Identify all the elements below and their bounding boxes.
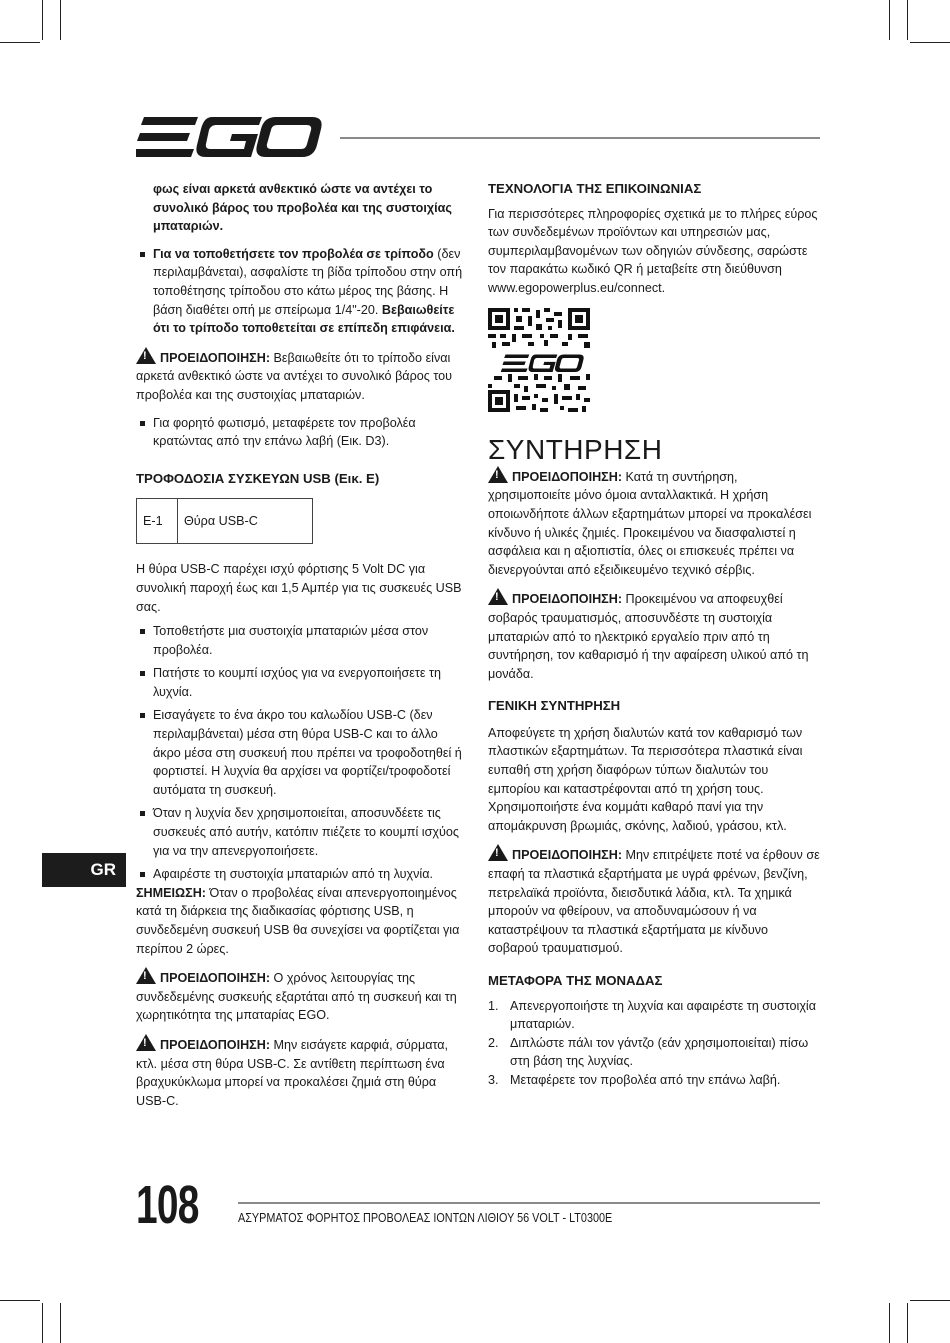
usb-steps bbox=[136, 622, 468, 884]
usb-table-label: Θύρα USB-C bbox=[178, 499, 313, 544]
header-rule bbox=[340, 137, 820, 139]
list-item: Εισαγάγετε το ένα άκρο του καλωδίου USB-C (δεν περιλαμβάνεται) μέσα στη θύρα USB-C και το άλλο άκρο μέσα στη συσκευή που πρέπει να τροφοδοτηθεί ή φορτιστεί. Η λυχνία θα αρχίσει να φορτίζει/τροφοδοτεί αυτόματα τη συσκευή. bbox=[136, 706, 468, 799]
footer-title: ΑΣΥΡΜΑΤΟΣ ΦΟΡΗΤΟΣ ΠΡΟΒΟΛΕΑΣ ΙΟΝΤΩΝ ΛΙΘΙΟΥ 56 VOLT - LT0300E bbox=[238, 1211, 613, 1225]
intro-continuation: φως είναι αρκετά ανθεκτικό ώστε να αντέχει το συνολικό βάρος του προβολέα και της συστοιχίας μπαταριών. bbox=[153, 182, 452, 234]
warning-runtime: !ΠΡΟΕΙΔΟΠΟΙΗΣΗ: Ο χρόνος λειτουργίας της συνδεδεμένης συσκευής εξαρτάται από τη συσκευή και τη χωρητικότητα της μπαταρίας EGO. bbox=[136, 967, 468, 1025]
crop-mark bbox=[889, 0, 890, 40]
communication-text: Για περισσότερες πληροφορίες σχετικά με το πλήρες εύρος των συνδεδεμένων προϊόντων και υπηρεσιών μας, συμπεριλαμβανομένων των οδηγιών σύνδεσης, σαρώστε τον παρακάτω κωδικό QR ή μεταβείτε στη διεύθυνση www.egopowerplus.eu/connect. bbox=[488, 206, 818, 295]
communication-url: www.egopowerplus.eu/connect. bbox=[488, 280, 666, 295]
communication-heading: ΤΕΧΝΟΛΟΓΙΑ ΤΗΣ ΕΠΙΚΟΙΝΩΝΙΑΣ bbox=[488, 181, 702, 196]
left-column bbox=[136, 180, 468, 1110]
warning-icon bbox=[136, 967, 156, 984]
right-column bbox=[488, 180, 820, 1090]
page-number: 108 bbox=[136, 1175, 199, 1235]
list-item: 1. Απενεργοποιήστε τη λυχνία και αφαιρέστε τη συστοιχία μπαταριών. bbox=[488, 998, 817, 1032]
warning-icon bbox=[136, 347, 156, 364]
warning-usb-port: !ΠΡΟΕΙΔΟΠΟΙΗΣΗ: Μην εισάγετε καρφιά, σύρματα, κτλ. μέσα στη θύρα USB-C. Σε αντίθετη περίπτωση ένα βραχυκύκλωμα μπορεί να προκαλέσει ζημιά στη θύρα USB-C. bbox=[136, 1034, 468, 1110]
list-item: Για να τοποθετήσετε τον προβολέα σε τρίποδο (δεν περιλαμβάνεται), ασφαλίστε τη βίδα τρίποδου στην οπή τοποθέτησης τρίποδου στο κάτω μέρος της βάσης. Η βάση διαθέτει οπή με σπείρωμα 1/4"-20. Βεβαιωθείτε ότι το τρίποδο τοποθετείται σε επίπεδη επιφάνεια. bbox=[136, 245, 468, 338]
usb-note: ΣΗΜΕΙΩΣΗ: Όταν ο προβολέας είναι απενεργοποιημένος κατά τη διάρκεια της διαδικασίας φόρτισης USB, η συνδεδεμένη συσκευή USB θα συνεχίσει να φορτίζεται για περίπου 2 ώρες. bbox=[136, 885, 460, 956]
qr-code bbox=[488, 308, 598, 418]
crop-mark bbox=[910, 1300, 950, 1301]
warning-parts: !ΠΡΟΕΙΔΟΠΟΙΗΣΗ: Κατά τη συντήρηση, χρησιμοποιείτε μόνο όμοια ανταλλακτικά. Η χρήση οποιωνδήποτε άλλων εξαρτημάτων μπορεί να προκαλέσει κίνδυνο ή υλικές ζημιές. Προκειμένου να διασφαλιστεί η ασφάλεια και η αξιοπιστία, όλες οι επισκευές πρέπει να διενεργούνται από εξειδικευμένο τεχνικό σέρβις. bbox=[488, 466, 820, 580]
warning-icon bbox=[488, 844, 508, 861]
carry-list bbox=[136, 414, 468, 451]
list-item: Πατήστε το κουμπί ισχύος για να ενεργοποιήσετε τη λυχνία. bbox=[136, 664, 468, 701]
usb-paragraph: Η θύρα USB-C παρέχει ισχύ φόρτισης 5 Volt DC για συνολική παροχή έως και 1,5 Αμπέρ για τις συσκευές USB σας. bbox=[136, 562, 462, 614]
ego-logo bbox=[136, 116, 322, 158]
footer-rule bbox=[238, 1202, 820, 1204]
maintenance-title: ΣΥΝΤΗΡΗΣΗ bbox=[488, 434, 663, 466]
crop-mark bbox=[910, 42, 950, 43]
crop-mark bbox=[907, 0, 908, 40]
usb-table-code: E-1 bbox=[137, 499, 178, 544]
list-item: Για φορητό φωτισμό, μεταφέρετε τον προβολέα κρατώντας από την επάνω λαβή (Εικ. D3). bbox=[136, 414, 468, 451]
general-maintenance-text: Αποφεύγετε τη χρήση διαλυτών κατά τον καθαρισμό των πλαστικών εξαρτημάτων. Τα περισσότερα πλαστικά είναι ευπαθή στη χρήση διαφόρων τύπων διαλυτών του εμπορίου και καταστρέφονται από τη χρήση τους. Χρησιμοποιήστε ένα κομμάτι καθαρό πανί για την απομάκρυνση βρωμιάς, σκόνης, λαδιού, γράσου, κτλ. bbox=[488, 725, 803, 833]
warning-icon bbox=[488, 466, 508, 483]
list-item: 3. Μεταφέρετε τον προβολέα από την επάνω λαβή. bbox=[488, 1072, 781, 1087]
transport-steps bbox=[488, 997, 820, 1090]
general-maintenance-heading: ΓΕΝΙΚΗ ΣΥΝΤΗΡΗΣΗ bbox=[488, 698, 621, 714]
list-item: 2. Διπλώστε πάλι τον γάντζο (εάν χρησιμοποιείται) πίσω στη βάση της λυχνίας. bbox=[488, 1035, 809, 1069]
tripod-list bbox=[136, 245, 468, 338]
crop-mark bbox=[907, 1303, 908, 1343]
usb-table bbox=[136, 498, 313, 544]
warning-chemicals: !ΠΡΟΕΙΔΟΠΟΙΗΣΗ: Μην επιτρέψετε ποτέ να έρθουν σε επαφή τα πλαστικά εξαρτήματα με υγρά φρένων, βενζίνη, πετρελαϊκά προϊόντα, διεισδυτικά λάδια, κτλ. Τα χημικά μπορούν να φθείρουν, να αποδυναμώσουν ή να καταστρέψουν τα πλαστικά εξαρτήματα με κίνδυνο σοβαρού τραυματισμού. bbox=[488, 844, 820, 958]
crop-mark bbox=[42, 1303, 43, 1343]
list-item: Αφαιρέστε τη συστοιχία μπαταριών από τη λυχνία. bbox=[136, 865, 468, 884]
warning-icon bbox=[136, 1034, 156, 1051]
crop-mark bbox=[60, 0, 61, 40]
crop-mark bbox=[0, 1300, 40, 1301]
crop-mark bbox=[42, 0, 43, 40]
warning-disconnect: !ΠΡΟΕΙΔΟΠΟΙΗΣΗ: Προκειμένου να αποφευχθεί σοβαρός τραυματισμός, αποσυνδέστε τη συστοιχία μπαταριών από το ηλεκτρικό εργαλείο πριν από τη συντήρηση, τον καθαρισμό ή την αφαίρεση υλικού από τη μονάδα. bbox=[488, 588, 820, 683]
crop-mark bbox=[889, 1303, 890, 1343]
crop-mark bbox=[60, 1303, 61, 1343]
usb-heading: ΤΡΟΦΟΔΟΣΙΑ ΣΥΣΚΕΥΩΝ USB (Εικ. E) bbox=[136, 470, 380, 486]
list-item: Όταν η λυχνία δεν χρησιμοποιείται, αποσυνδέετε τις συσκευές από αυτήν, κατόπιν πιέζετε το κουμπί ισχύος για να την απενεργοποιήσετε. bbox=[136, 804, 468, 860]
language-tab: GR bbox=[42, 853, 126, 887]
crop-mark bbox=[0, 42, 40, 43]
list-item: Τοποθετήστε μια συστοιχία μπαταριών μέσα στον προβολέα. bbox=[136, 622, 468, 659]
transport-heading: ΜΕΤΑΦΟΡΑ ΤΗΣ ΜΟΝΑΔΑΣ bbox=[488, 973, 663, 988]
warning-tripod: !ΠΡΟΕΙΔΟΠΟΙΗΣΗ: Βεβαιωθείτε ότι το τρίποδο είναι αρκετά ανθεκτικό ώστε να αντέχει το συνολικό βάρος του προβολέα και της συστοιχίας μπαταριών. bbox=[136, 347, 468, 405]
warning-icon bbox=[488, 588, 508, 605]
